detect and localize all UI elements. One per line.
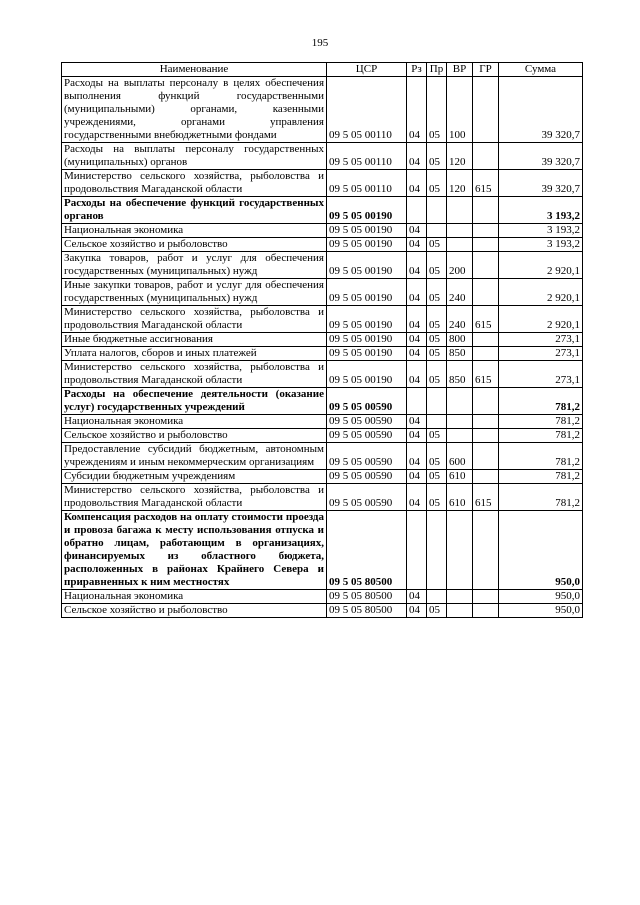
cell-rz: 04 xyxy=(407,77,427,143)
cell-name: Иные закупки товаров, работ и услуг для обеспечения государственных (муниципальных) нужд xyxy=(62,279,327,306)
cell-vr xyxy=(447,388,473,415)
table-row xyxy=(62,143,583,170)
cell-gr xyxy=(473,511,499,590)
table-row xyxy=(62,415,583,429)
cell-sum: 3 193,2 xyxy=(499,197,583,224)
cell-pr: 05 xyxy=(427,238,447,252)
cell-csr: 09 5 05 00590 xyxy=(327,388,407,415)
cell-gr: 615 xyxy=(473,361,499,388)
cell-sum: 39 320,7 xyxy=(499,77,583,143)
table-row xyxy=(62,429,583,443)
table-body xyxy=(62,77,583,618)
cell-rz: 04 xyxy=(407,470,427,484)
table-row xyxy=(62,388,583,415)
cell-pr xyxy=(427,415,447,429)
cell-vr xyxy=(447,429,473,443)
cell-sum: 950,0 xyxy=(499,511,583,590)
cell-csr: 09 5 05 00590 xyxy=(327,443,407,470)
cell-pr: 05 xyxy=(427,429,447,443)
cell-rz: 04 xyxy=(407,415,427,429)
cell-rz: 04 xyxy=(407,170,427,197)
cell-vr xyxy=(447,511,473,590)
cell-rz: 04 xyxy=(407,429,427,443)
cell-gr xyxy=(473,333,499,347)
cell-pr: 05 xyxy=(427,252,447,279)
cell-rz: 04 xyxy=(407,347,427,361)
cell-csr: 09 5 05 00190 xyxy=(327,306,407,333)
cell-gr xyxy=(473,388,499,415)
cell-csr: 09 5 05 00190 xyxy=(327,279,407,306)
cell-pr xyxy=(427,197,447,224)
table-row xyxy=(62,306,583,333)
cell-vr: 610 xyxy=(447,470,473,484)
cell-sum: 2 920,1 xyxy=(499,306,583,333)
cell-name: Национальная экономика xyxy=(62,415,327,429)
cell-name: Субсидии бюджетным учреждениям xyxy=(62,470,327,484)
cell-name: Закупка товаров, работ и услуг для обеспечения государственных (муниципальных) нужд xyxy=(62,252,327,279)
cell-name: Компенсация расходов на оплату стоимости проезда и провоза багажа к месту использования отпуска и обратно лицам, работающим в организациях, финансируемых из областного бюджета, расположенных в районах Крайнего Севера и приравненных к ним местностях xyxy=(62,511,327,590)
cell-gr xyxy=(473,252,499,279)
budget-table xyxy=(61,62,583,618)
cell-name: Министерство сельского хозяйства, рыболовства и продовольствия Магаданской области xyxy=(62,306,327,333)
cell-name: Расходы на обеспечение деятельности (оказание услуг) государственных учреждений xyxy=(62,388,327,415)
cell-sum: 781,2 xyxy=(499,415,583,429)
cell-vr xyxy=(447,224,473,238)
cell-pr: 05 xyxy=(427,333,447,347)
cell-name: Министерство сельского хозяйства, рыболовства и продовольствия Магаданской области xyxy=(62,484,327,511)
column-header-rz: Рз xyxy=(407,63,427,77)
cell-rz xyxy=(407,197,427,224)
cell-csr: 09 5 05 00190 xyxy=(327,361,407,388)
cell-csr: 09 5 05 00110 xyxy=(327,77,407,143)
cell-csr: 09 5 05 00590 xyxy=(327,484,407,511)
cell-name: Иные бюджетные ассигнования xyxy=(62,333,327,347)
cell-rz: 04 xyxy=(407,224,427,238)
cell-sum: 781,2 xyxy=(499,443,583,470)
cell-sum: 39 320,7 xyxy=(499,170,583,197)
cell-gr xyxy=(473,470,499,484)
column-header-vr: ВР xyxy=(447,63,473,77)
cell-sum: 950,0 xyxy=(499,590,583,604)
table-row xyxy=(62,484,583,511)
cell-sum: 781,2 xyxy=(499,388,583,415)
cell-rz: 04 xyxy=(407,590,427,604)
cell-sum: 2 920,1 xyxy=(499,279,583,306)
cell-name: Предоставление субсидий бюджетным, автономным учреждениям и иным некоммерческим организациям xyxy=(62,443,327,470)
cell-pr: 05 xyxy=(427,347,447,361)
table-row xyxy=(62,604,583,618)
cell-csr: 09 5 05 80500 xyxy=(327,511,407,590)
cell-csr: 09 5 05 80500 xyxy=(327,590,407,604)
cell-pr: 05 xyxy=(427,279,447,306)
column-header-gr: ГР xyxy=(473,63,499,77)
cell-pr: 05 xyxy=(427,361,447,388)
table-row xyxy=(62,443,583,470)
cell-gr xyxy=(473,604,499,618)
cell-name: Расходы на выплаты персоналу государственных (муниципальных) органов xyxy=(62,143,327,170)
cell-rz: 04 xyxy=(407,443,427,470)
cell-vr: 600 xyxy=(447,443,473,470)
cell-gr xyxy=(473,590,499,604)
table-row xyxy=(62,170,583,197)
cell-sum: 781,2 xyxy=(499,429,583,443)
cell-rz xyxy=(407,511,427,590)
cell-name: Уплата налогов, сборов и иных платежей xyxy=(62,347,327,361)
cell-vr: 800 xyxy=(447,333,473,347)
cell-gr xyxy=(473,443,499,470)
cell-vr xyxy=(447,604,473,618)
cell-sum: 781,2 xyxy=(499,484,583,511)
cell-pr: 05 xyxy=(427,306,447,333)
cell-sum: 39 320,7 xyxy=(499,143,583,170)
table-row xyxy=(62,590,583,604)
cell-pr: 05 xyxy=(427,77,447,143)
cell-gr: 615 xyxy=(473,306,499,333)
table-row xyxy=(62,224,583,238)
cell-rz: 04 xyxy=(407,252,427,279)
column-header-pr: Пр xyxy=(427,63,447,77)
cell-rz: 04 xyxy=(407,279,427,306)
cell-pr: 05 xyxy=(427,470,447,484)
cell-vr: 100 xyxy=(447,77,473,143)
cell-rz: 04 xyxy=(407,361,427,388)
cell-name: Национальная экономика xyxy=(62,590,327,604)
cell-gr xyxy=(473,197,499,224)
cell-rz: 04 xyxy=(407,306,427,333)
column-header-name: Наименование xyxy=(62,63,327,77)
cell-vr: 120 xyxy=(447,170,473,197)
cell-pr: 05 xyxy=(427,484,447,511)
cell-gr: 615 xyxy=(473,484,499,511)
cell-vr xyxy=(447,415,473,429)
cell-vr: 850 xyxy=(447,347,473,361)
cell-sum: 3 193,2 xyxy=(499,238,583,252)
cell-name: Министерство сельского хозяйства, рыболовства и продовольствия Магаданской области xyxy=(62,361,327,388)
cell-gr xyxy=(473,143,499,170)
cell-vr xyxy=(447,197,473,224)
table-row xyxy=(62,252,583,279)
cell-name: Национальная экономика xyxy=(62,224,327,238)
cell-name: Сельское хозяйство и рыболовство xyxy=(62,238,327,252)
cell-sum: 950,0 xyxy=(499,604,583,618)
cell-sum: 273,1 xyxy=(499,347,583,361)
cell-rz: 04 xyxy=(407,333,427,347)
cell-pr: 05 xyxy=(427,604,447,618)
cell-vr: 120 xyxy=(447,143,473,170)
cell-vr: 610 xyxy=(447,484,473,511)
cell-csr: 09 5 05 00190 xyxy=(327,333,407,347)
cell-sum: 273,1 xyxy=(499,361,583,388)
cell-name: Сельское хозяйство и рыболовство xyxy=(62,429,327,443)
column-header-sum: Сумма xyxy=(499,63,583,77)
cell-vr: 200 xyxy=(447,252,473,279)
cell-gr xyxy=(473,224,499,238)
cell-name: Расходы на обеспечение функций государственных органов xyxy=(62,197,327,224)
cell-sum: 3 193,2 xyxy=(499,224,583,238)
cell-gr xyxy=(473,238,499,252)
cell-csr: 09 5 05 00590 xyxy=(327,470,407,484)
cell-pr: 05 xyxy=(427,170,447,197)
cell-sum: 2 920,1 xyxy=(499,252,583,279)
page-number: 195 xyxy=(311,37,329,49)
cell-csr: 09 5 05 00590 xyxy=(327,429,407,443)
cell-vr: 240 xyxy=(447,306,473,333)
table-row xyxy=(62,470,583,484)
cell-csr: 09 5 05 00590 xyxy=(327,415,407,429)
table-row xyxy=(62,511,583,590)
cell-vr xyxy=(447,238,473,252)
cell-pr: 05 xyxy=(427,143,447,170)
table-row xyxy=(62,197,583,224)
cell-sum: 781,2 xyxy=(499,470,583,484)
cell-rz: 04 xyxy=(407,238,427,252)
cell-csr: 09 5 05 00110 xyxy=(327,143,407,170)
cell-vr: 240 xyxy=(447,279,473,306)
table-header-row xyxy=(62,63,583,77)
cell-csr: 09 5 05 00190 xyxy=(327,252,407,279)
cell-csr: 09 5 05 00190 xyxy=(327,238,407,252)
cell-gr xyxy=(473,279,499,306)
cell-name: Расходы на выплаты персоналу в целях обеспечения выполнения функций государственными (муниципальными) органами, казенными учреждениями, органами управления государственными внебюджетными фондами xyxy=(62,77,327,143)
cell-pr xyxy=(427,224,447,238)
cell-gr xyxy=(473,347,499,361)
table-row xyxy=(62,279,583,306)
cell-vr xyxy=(447,590,473,604)
cell-rz: 04 xyxy=(407,143,427,170)
cell-gr xyxy=(473,415,499,429)
cell-name: Сельское хозяйство и рыболовство xyxy=(62,604,327,618)
cell-gr: 615 xyxy=(473,170,499,197)
table-row xyxy=(62,238,583,252)
cell-rz: 04 xyxy=(407,484,427,511)
cell-csr: 09 5 05 00190 xyxy=(327,197,407,224)
cell-rz: 04 xyxy=(407,604,427,618)
cell-rz xyxy=(407,388,427,415)
cell-gr xyxy=(473,429,499,443)
cell-vr: 850 xyxy=(447,361,473,388)
cell-gr xyxy=(473,77,499,143)
cell-pr xyxy=(427,511,447,590)
cell-csr: 09 5 05 80500 xyxy=(327,604,407,618)
cell-csr: 09 5 05 00110 xyxy=(327,170,407,197)
cell-pr xyxy=(427,388,447,415)
cell-csr: 09 5 05 00190 xyxy=(327,224,407,238)
column-header-csr: ЦСР xyxy=(327,63,407,77)
cell-name: Министерство сельского хозяйства, рыболовства и продовольствия Магаданской области xyxy=(62,170,327,197)
table-row xyxy=(62,361,583,388)
table-row xyxy=(62,347,583,361)
cell-pr xyxy=(427,590,447,604)
table-row xyxy=(62,333,583,347)
cell-csr: 09 5 05 00190 xyxy=(327,347,407,361)
table-row xyxy=(62,77,583,143)
cell-sum: 273,1 xyxy=(499,333,583,347)
cell-pr: 05 xyxy=(427,443,447,470)
